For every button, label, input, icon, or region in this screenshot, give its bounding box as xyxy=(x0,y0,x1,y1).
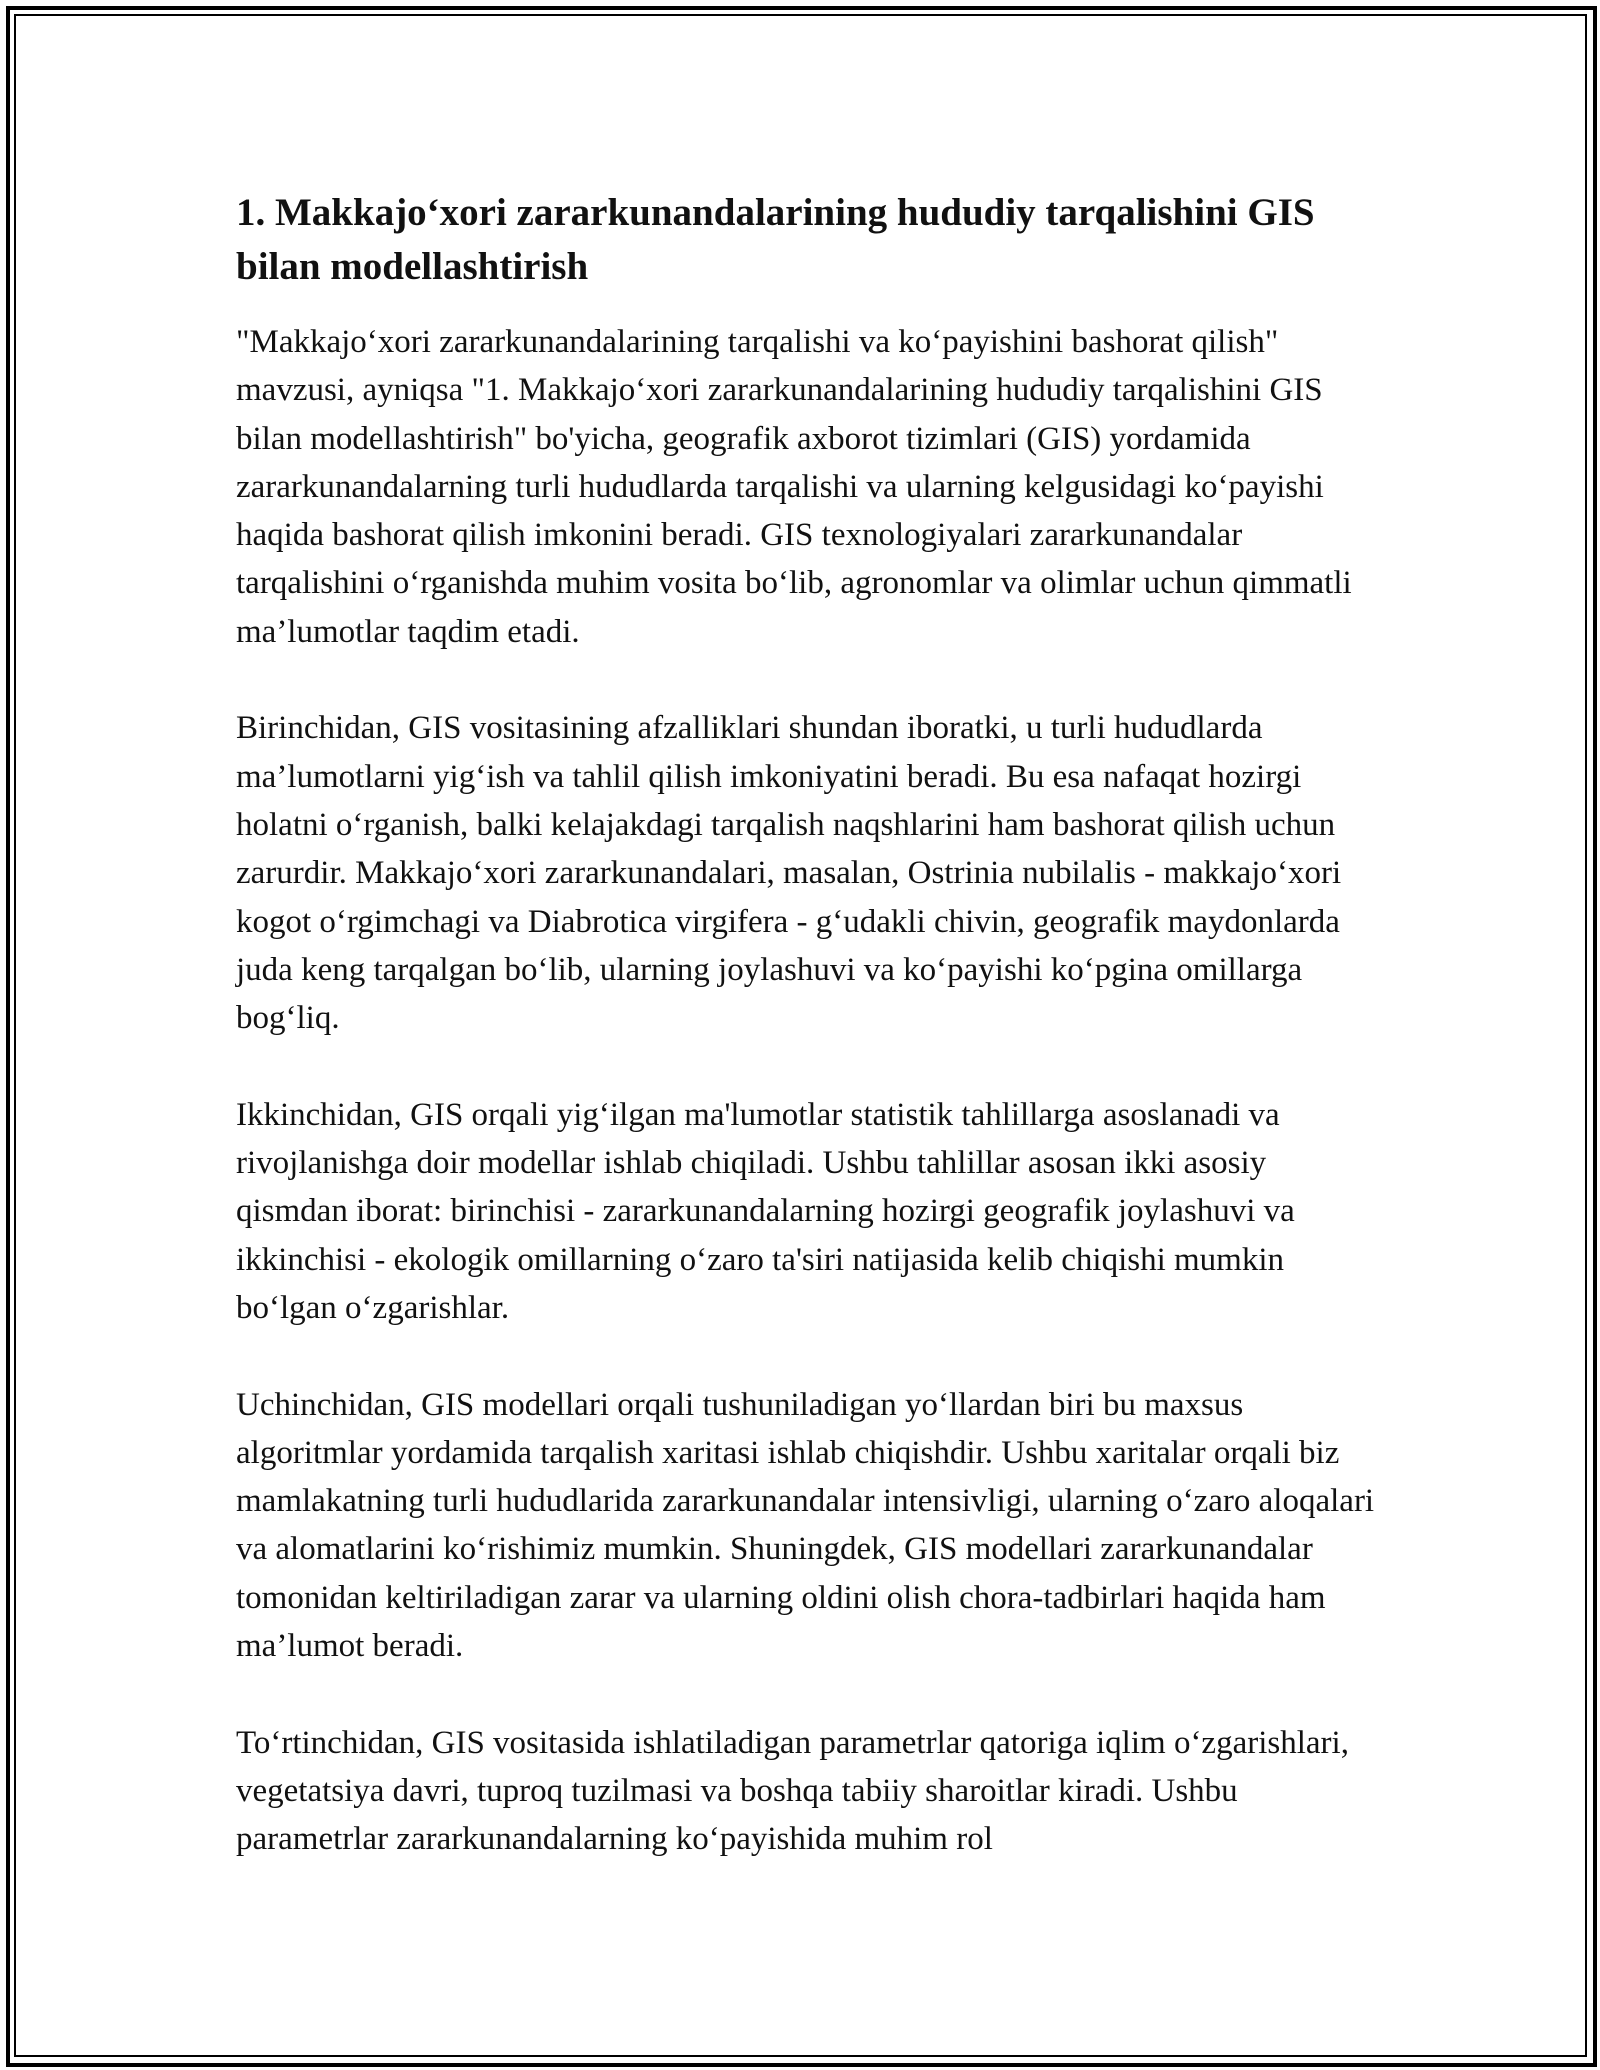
page-title: 1. Makkajo‘xori zararkunandalarining hududiy tarqalishini GIS bilan modellashtirish xyxy=(236,191,1315,288)
document-body xyxy=(236,186,1376,1912)
paragraph-3: Ikkinchidan, GIS orqali yig‘ilgan ma'lumotlar statistik tahlillarga asoslanadi va rivojlanishga doir modellar ishlab chiqiladi. Ushbu tahlillar asosan ikki asosiy qismdan iborat: birinchisi - zararkunandalarning hozirgi geografik joylashuvi va ikkinchisi - ekologik omillarning o‘zaro ta'siri natijasida kelib chiqishi mumkin bo‘lgan o‘zgarishlar. xyxy=(236,1096,1295,1326)
paragraph-4: Uchinchidan, GIS modellari orqali tushuniladigan yo‘llardan biri bu maxsus algoritmlar yordamida tarqalish xaritasi ishlab chiqishdir. Ushbu xaritalar orqali biz mamlakatning turli hududlarida zararkunandalar intensivligi, ularning o‘zaro aloqalari va alomatlarini ko‘rishimiz mumkin. Shuningdek, GIS modellari zararkunandalar tomonidan keltiriladigan zarar va ularning oldini olish chora-tadbirlari haqida ham ma’lumot beradi. xyxy=(236,1386,1375,1665)
paragraph-2: Birinchidan, GIS vositasining afzalliklari shundan iboratki, u turli hududlarda ma’lumotlarni yig‘ish va tahlil qilish imkoniyatini beradi. Bu esa nafaqat hozirgi holatni o‘rganish, balki kelajakdagi tarqalish naqshlarini ham bashorat qilish uchun zarurdir. Makkajo‘xori zararkunandalari, masalan, Ostrinia nubilalis - makkajo‘xori kogot o‘rgimchagi va Diabrotica virgifera - g‘udakli chivin, geografik maydonlarda juda keng tarqalgan bo‘lib, ularning joylashuvi va ko‘payishi ko‘pgina omillarga bog‘liq. xyxy=(236,710,1342,1037)
paragraph-1: "Makkajo‘xori zararkunandalarining tarqalishi va ko‘payishini bashorat qilish" mavzusi, ayniqsa "1. Makkajo‘xori zararkunandalarining hududiy tarqalishini GIS bilan modellashtirish" bo'yicha, geografik axborot tizimlari (GIS) yordamida zararkunandalarning turli hududlarda tarqalishi va ularning kelgusidagi ko‘payishi haqida bashorat qilish imkonini beradi. GIS texnologiyalari zararkunandalar tarqalishini o‘rganishda muhim vosita bo‘lib, agronomlar va olimlar uchun qimmatli ma’lumotlar taqdim etadi. xyxy=(236,324,1352,650)
paragraph-5: To‘rtinchidan, GIS vositasida ishlatiladigan parametrlar qatoriga iqlim o‘zgarishlari, vegetatsiya davri, tuproq tuzilmasi va boshqa tabiiy sharoitlar kiradi. Ushbu parametrlar zararkunandalarning ko‘payishida muhim rol xyxy=(236,1724,1349,1858)
